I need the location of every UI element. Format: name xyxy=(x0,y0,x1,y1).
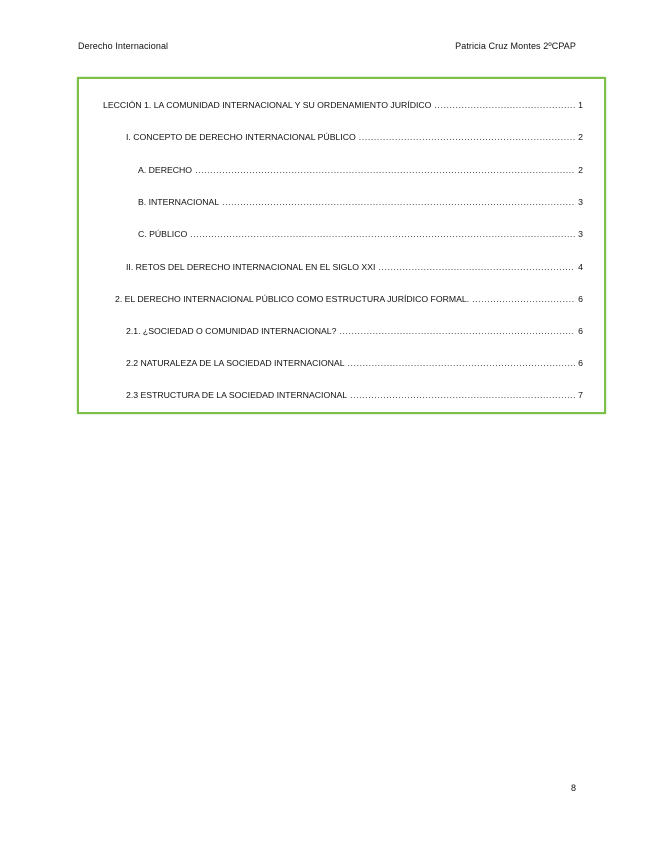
toc-entry-title: II. RETOS DEL DERECHO INTERNACIONAL EN EL SIGLO XXI xyxy=(126,262,376,272)
toc-entry-estructura-sociedad[interactable] xyxy=(126,389,583,401)
toc-entry-title: 2.2 NATURALEZA DE LA SOCIEDAD INTERNACIONAL xyxy=(126,358,345,368)
toc-entry-page: 6 xyxy=(578,294,583,304)
toc-leader-dots xyxy=(190,228,575,240)
toc-entry-title: 2.3 ESTRUCTURA DE LA SOCIEDAD INTERNACIONAL xyxy=(126,390,348,400)
toc-leader-dots xyxy=(359,131,575,143)
toc-leader-dots xyxy=(378,261,575,273)
toc-leader-dots xyxy=(195,164,575,176)
toc-entry-page: 2 xyxy=(578,165,583,175)
page-number: 8 xyxy=(571,783,577,793)
toc-entry-page: 3 xyxy=(578,197,583,207)
toc-leader-dots xyxy=(350,389,575,401)
toc-entry-title: LECCIÓN 1. LA COMUNIDAD INTERNACIONAL Y SU ORDENAMIENTO JURÍDICO xyxy=(103,100,432,110)
toc-entry-page: 2 xyxy=(578,132,583,142)
toc-entry-title: I. CONCEPTO DE DERECHO INTERNACIONAL PÚBLICO xyxy=(126,132,356,142)
toc-leader-dots xyxy=(472,293,575,305)
toc-entry-sociedad-comunidad[interactable] xyxy=(126,325,583,337)
toc-entry-page: 1 xyxy=(578,100,583,110)
toc-entry-publico[interactable] xyxy=(138,228,583,240)
toc-entry-title: B. INTERNACIONAL xyxy=(138,197,220,207)
toc-entry-leccion-1[interactable] xyxy=(103,99,583,111)
running-header-right: Patricia Cruz Montes 2ºCPAP xyxy=(455,41,576,51)
toc-entry-page: 4 xyxy=(578,262,583,272)
toc-entry-concepto[interactable] xyxy=(126,131,583,143)
toc-entry-title: 2. EL DERECHO INTERNACIONAL PÚBLICO COMO ESTRUCTURA JURÍDICO FORMAL. xyxy=(115,294,470,304)
toc-entry-internacional[interactable] xyxy=(138,196,583,208)
toc-entry-page: 6 xyxy=(578,326,583,336)
toc-leader-dots xyxy=(222,196,575,208)
toc-leader-dots xyxy=(339,325,575,337)
toc-entry-retos[interactable] xyxy=(126,261,583,273)
toc-leader-dots xyxy=(434,99,575,111)
toc-entry-derecho[interactable] xyxy=(138,164,583,176)
toc-entry-estructura-juridico[interactable] xyxy=(115,293,583,305)
toc-entry-title: C. PÚBLICO xyxy=(138,229,188,239)
toc-entry-title: 2.1. ¿SOCIEDAD O COMUNIDAD INTERNACIONAL? xyxy=(126,326,337,336)
toc-entry-page: 6 xyxy=(578,358,583,368)
toc-entry-naturaleza[interactable] xyxy=(126,357,583,369)
toc-entry-page: 7 xyxy=(578,390,583,400)
running-header-left: Derecho Internacional xyxy=(78,41,169,51)
toc-entry-title: A. DERECHO xyxy=(138,165,193,175)
toc-leader-dots xyxy=(348,357,576,369)
toc-entry-page: 3 xyxy=(578,229,583,239)
